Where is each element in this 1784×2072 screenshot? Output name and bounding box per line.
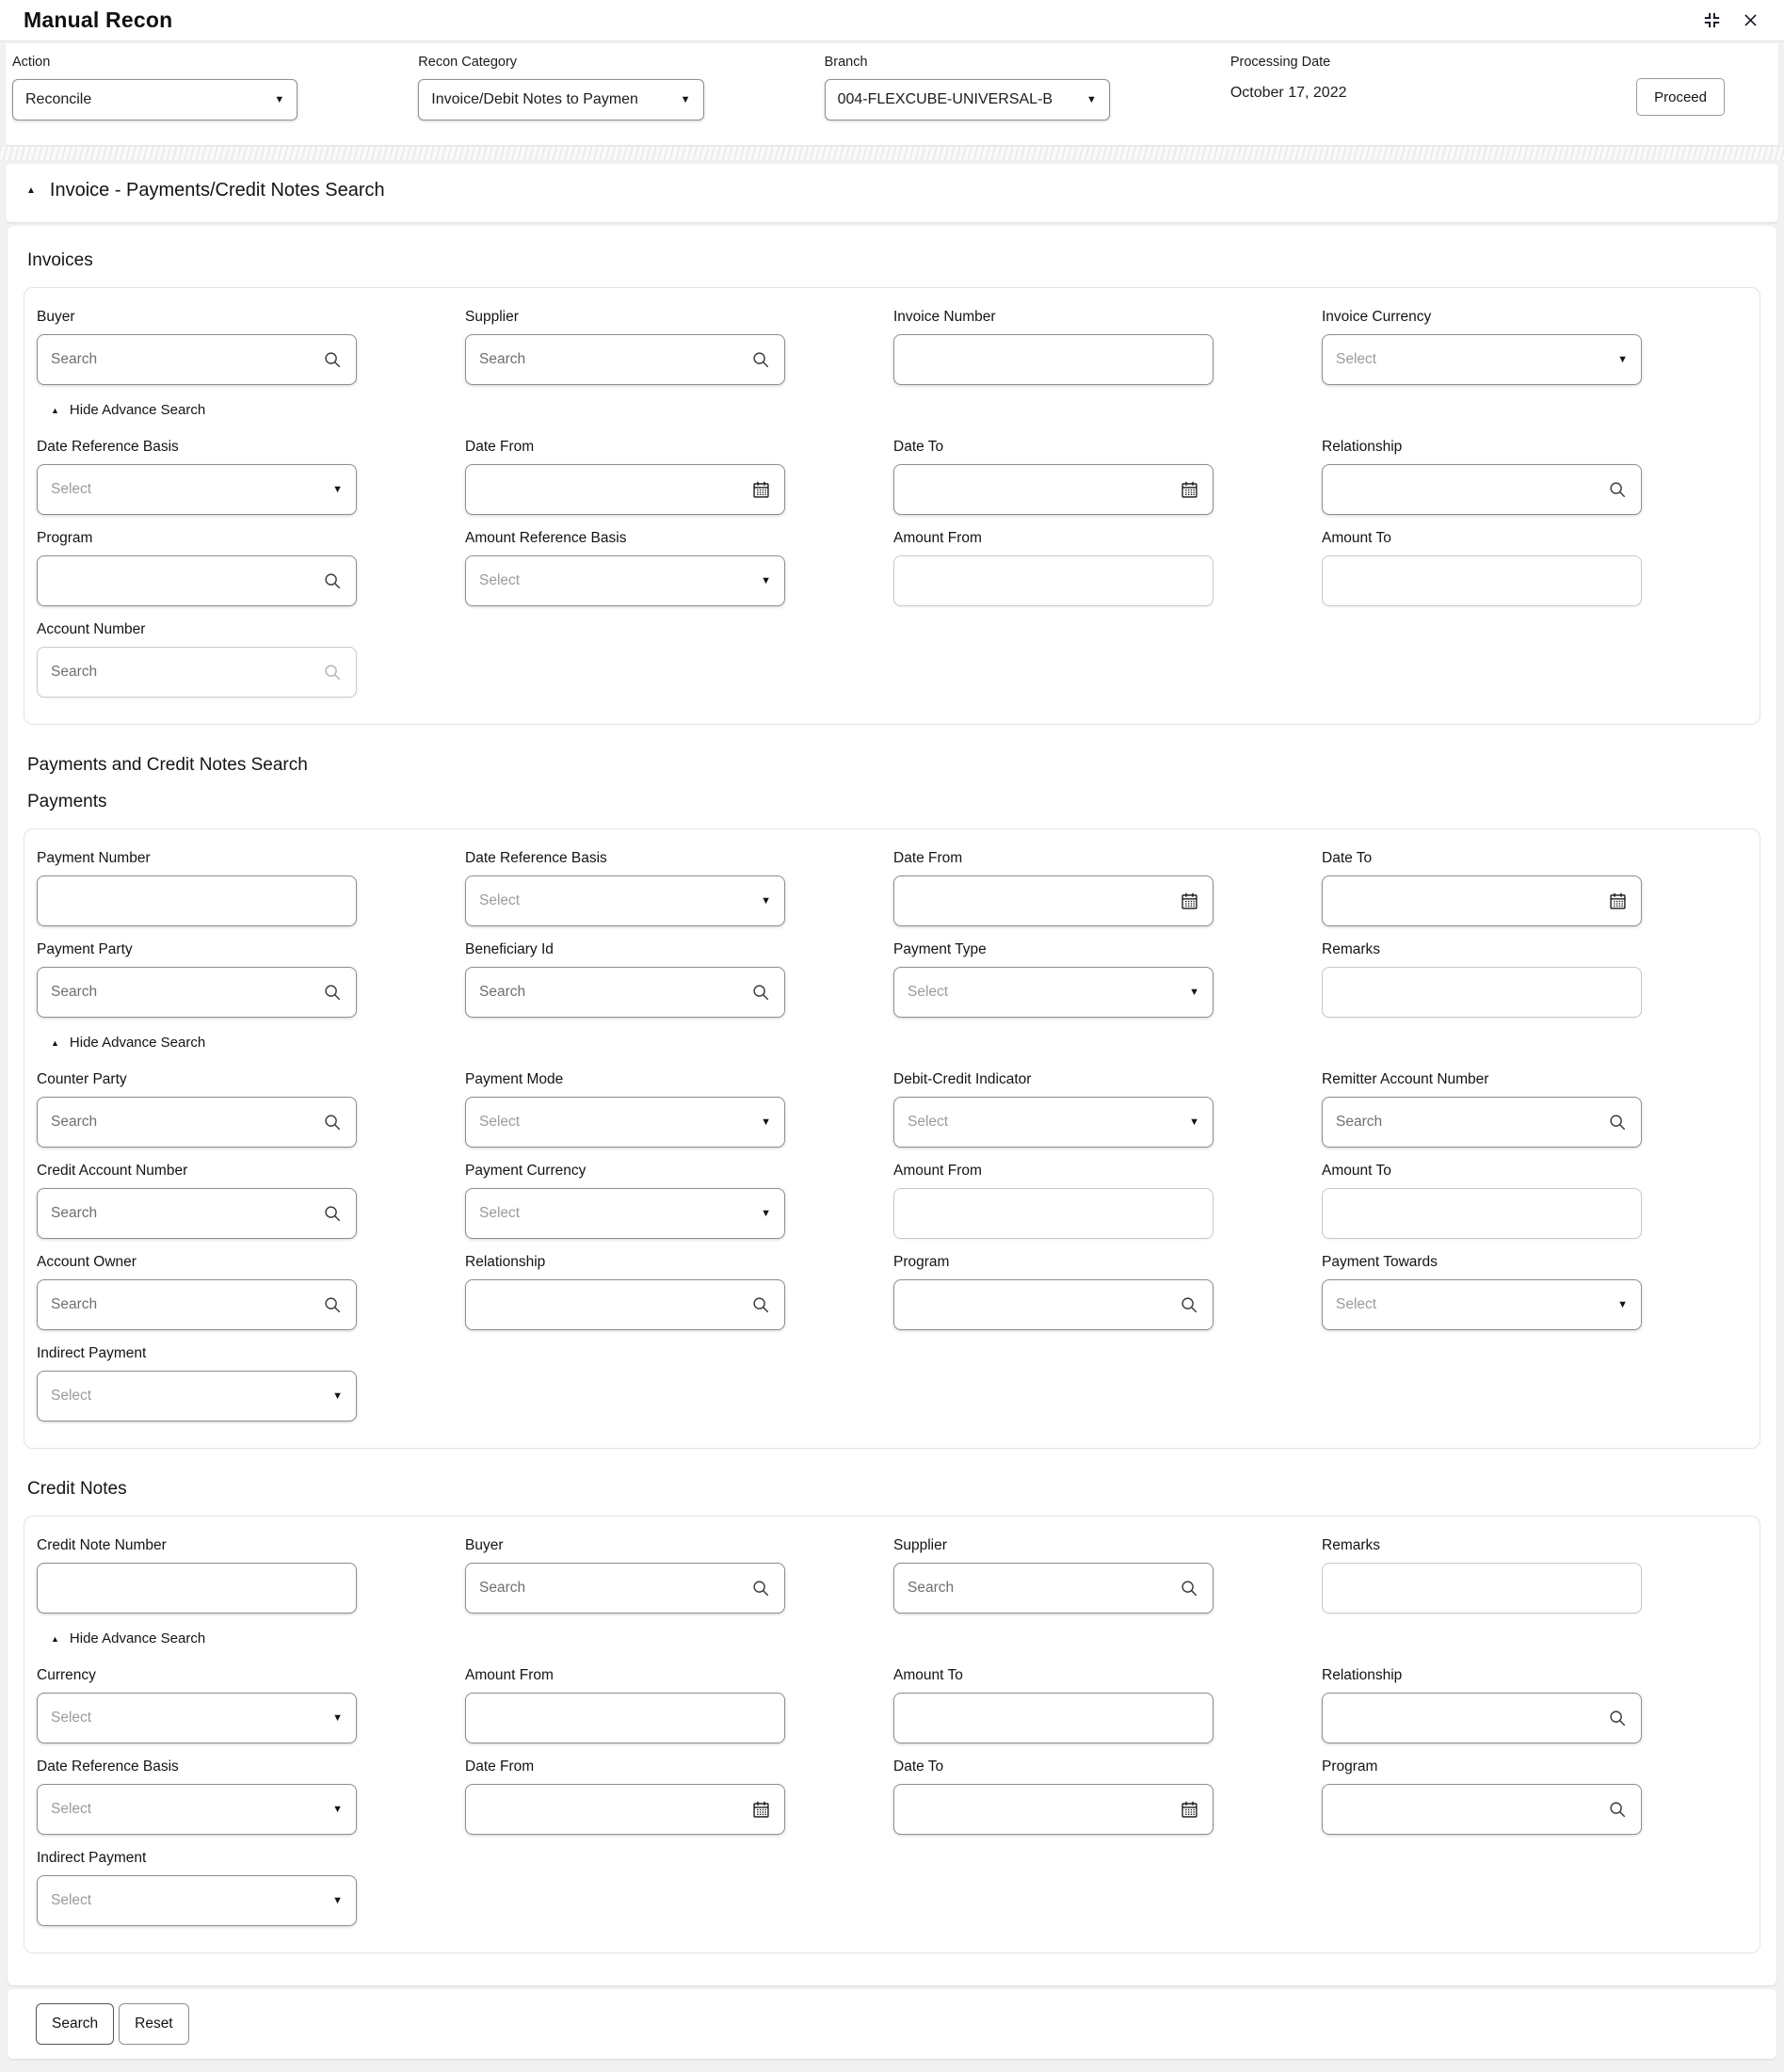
remarks-field[interactable] bbox=[1322, 1563, 1642, 1614]
search-icon[interactable] bbox=[1607, 1708, 1628, 1728]
date-reference-basis-value: Select bbox=[51, 1801, 92, 1817]
collapse-triangle-icon[interactable]: ▲ bbox=[26, 185, 36, 196]
chevron-down-icon: ▼ bbox=[1617, 1299, 1628, 1310]
field-label: Beneficiary Id bbox=[465, 941, 554, 957]
chevron-down-icon: ▼ bbox=[332, 1895, 343, 1906]
field-label: Relationship bbox=[465, 1254, 546, 1270]
chevron-down-icon: ▼ bbox=[761, 575, 771, 586]
proceed-button[interactable]: Proceed bbox=[1636, 78, 1725, 116]
field-row bbox=[37, 1254, 1760, 1330]
credit-account-number-field[interactable] bbox=[37, 1188, 357, 1239]
search-icon[interactable] bbox=[1179, 1294, 1199, 1315]
field-date-from bbox=[893, 850, 1213, 926]
field-account-owner bbox=[37, 1254, 357, 1330]
field-date-reference-basis bbox=[37, 439, 357, 515]
search-icon[interactable] bbox=[322, 1203, 343, 1224]
field-debit-credit-indicator bbox=[893, 1071, 1213, 1148]
amount-from-input[interactable] bbox=[908, 1205, 1199, 1222]
chevron-down-icon: ▼ bbox=[761, 895, 771, 907]
amount-from-field[interactable] bbox=[893, 1188, 1213, 1239]
program-input[interactable] bbox=[1336, 1801, 1607, 1818]
decorative-pattern-strip bbox=[0, 147, 1784, 160]
section-title: Invoice - Payments/Credit Notes Search bbox=[49, 180, 385, 201]
chevron-down-icon: ▼ bbox=[761, 1208, 771, 1219]
payment-towards-value: Select bbox=[1336, 1296, 1377, 1312]
advance-toggle-label: Hide Advance Search bbox=[69, 1035, 206, 1051]
relationship-field[interactable] bbox=[465, 1279, 785, 1330]
field-payment-number bbox=[37, 850, 357, 926]
invoice-currency-value: Select bbox=[1336, 351, 1377, 367]
supplier-input[interactable] bbox=[908, 1580, 1179, 1597]
field-label: Amount From bbox=[893, 530, 982, 546]
debit-credit-indicator-value: Select bbox=[908, 1114, 949, 1130]
indirect-payment-value: Select bbox=[51, 1892, 92, 1908]
field-program bbox=[893, 1254, 1213, 1330]
counter-party-field[interactable] bbox=[37, 1097, 357, 1148]
date-to-field[interactable] bbox=[893, 1784, 1213, 1835]
amount-reference-basis-value: Select bbox=[479, 572, 521, 588]
field-counter-party bbox=[37, 1071, 357, 1148]
field-payment-currency bbox=[465, 1163, 785, 1239]
field-relationship bbox=[1322, 1667, 1642, 1743]
field-label: Date Reference Basis bbox=[37, 439, 179, 455]
payment-type-value: Select bbox=[908, 984, 949, 1000]
field-label: Counter Party bbox=[37, 1071, 127, 1087]
remitter-account-number-input[interactable] bbox=[1336, 1114, 1607, 1131]
payments-group bbox=[24, 828, 1760, 1449]
program-input[interactable] bbox=[51, 572, 322, 589]
payments-heading: Payments bbox=[27, 792, 107, 811]
field-row bbox=[37, 1850, 1760, 1926]
payment-number-field[interactable] bbox=[37, 875, 357, 926]
field-payment-mode bbox=[465, 1071, 785, 1148]
credit-account-number-input[interactable] bbox=[51, 1205, 322, 1222]
payment-towards-select[interactable] bbox=[1322, 1279, 1642, 1330]
field-label: Indirect Payment bbox=[37, 1850, 147, 1866]
hide-advance-search-toggle[interactable] bbox=[51, 1035, 205, 1051]
hide-advance-search-toggle[interactable] bbox=[51, 1630, 205, 1646]
payment-party-field[interactable] bbox=[37, 967, 357, 1018]
field-label: Buyer bbox=[37, 309, 75, 325]
payment-currency-select[interactable] bbox=[465, 1188, 785, 1239]
date-reference-basis-select[interactable] bbox=[465, 875, 785, 926]
field-remarks bbox=[1322, 941, 1642, 1018]
field-remitter-account-number bbox=[1322, 1071, 1642, 1148]
search-section-header[interactable] bbox=[6, 164, 1778, 222]
account-owner-field[interactable] bbox=[37, 1279, 357, 1330]
date-from-input[interactable] bbox=[479, 481, 751, 498]
search-icon[interactable] bbox=[322, 982, 343, 1003]
field-label: Supplier bbox=[465, 309, 519, 325]
field-label: Amount To bbox=[1322, 1163, 1391, 1179]
field-label: Credit Account Number bbox=[37, 1163, 188, 1179]
field-label: Amount Reference Basis bbox=[465, 530, 627, 546]
field-indirect-payment bbox=[37, 1850, 357, 1926]
field-label: Buyer bbox=[465, 1537, 504, 1553]
field-date-to bbox=[893, 439, 1213, 515]
page-title: Manual Recon bbox=[24, 8, 173, 32]
field-amount-from bbox=[893, 1163, 1213, 1239]
field-label: Date To bbox=[893, 1759, 944, 1775]
field-amount-from bbox=[465, 1667, 785, 1743]
buyer-input[interactable] bbox=[479, 1580, 750, 1597]
payment-mode-select[interactable] bbox=[465, 1097, 785, 1148]
chevron-down-icon: ▼ bbox=[1617, 354, 1628, 365]
field-row bbox=[37, 309, 1760, 385]
hide-advance-search-toggle[interactable] bbox=[51, 402, 205, 418]
field-label: Program bbox=[1322, 1759, 1378, 1775]
field-row bbox=[37, 621, 1760, 698]
search-icon[interactable] bbox=[1607, 1112, 1628, 1132]
invoice-number-field[interactable] bbox=[893, 334, 1213, 385]
field-amount-to bbox=[1322, 1163, 1642, 1239]
advance-toggle-label: Hide Advance Search bbox=[69, 402, 206, 418]
field-relationship bbox=[1322, 439, 1642, 515]
search-icon[interactable] bbox=[322, 349, 343, 370]
amount-from-field[interactable] bbox=[465, 1693, 785, 1743]
supplier-field[interactable] bbox=[893, 1563, 1213, 1614]
field-payment-party bbox=[37, 941, 357, 1018]
field-payment-type bbox=[893, 941, 1213, 1018]
date-to-input[interactable] bbox=[908, 481, 1180, 498]
field-row bbox=[37, 941, 1760, 1018]
currency-value: Select bbox=[51, 1710, 92, 1726]
program-input[interactable] bbox=[908, 1296, 1179, 1313]
search-icon[interactable] bbox=[1607, 479, 1628, 500]
branch-select[interactable] bbox=[825, 79, 1110, 120]
field-date-to bbox=[893, 1759, 1213, 1835]
indirect-payment-select[interactable] bbox=[37, 1875, 357, 1926]
date-reference-basis-select[interactable] bbox=[37, 464, 357, 515]
field-remarks bbox=[1322, 1537, 1642, 1614]
amount-to-input[interactable] bbox=[908, 1710, 1199, 1727]
date-from-field[interactable] bbox=[465, 464, 785, 515]
field-label: Account Number bbox=[37, 621, 146, 637]
invoice-currency-select[interactable] bbox=[1322, 334, 1642, 385]
search-icon[interactable] bbox=[750, 982, 771, 1003]
calendar-icon[interactable] bbox=[1180, 480, 1199, 500]
chevron-down-icon: ▼ bbox=[1189, 1116, 1199, 1128]
field-label: Remarks bbox=[1322, 941, 1381, 957]
relationship-input[interactable] bbox=[1336, 481, 1607, 498]
field-beneficiary-id bbox=[465, 941, 785, 1018]
chevron-down-icon: ▼ bbox=[332, 1804, 343, 1815]
field-label: Date From bbox=[465, 1759, 535, 1775]
credit-notes-group bbox=[24, 1516, 1760, 1953]
calendar-icon[interactable] bbox=[1608, 891, 1628, 911]
remarks-input[interactable] bbox=[1336, 1580, 1628, 1597]
field-label: Date To bbox=[893, 439, 944, 455]
field-payment-towards bbox=[1322, 1254, 1642, 1330]
recon-category-field-group bbox=[418, 55, 703, 120]
date-from-input[interactable] bbox=[908, 892, 1180, 909]
triangle-up-icon: ▲ bbox=[51, 405, 59, 415]
field-amount-from bbox=[893, 530, 1213, 606]
field-label: Account Owner bbox=[37, 1254, 137, 1270]
field-label: Amount From bbox=[893, 1163, 982, 1179]
amount-reference-basis-select[interactable] bbox=[465, 555, 785, 606]
field-credit-note-number bbox=[37, 1537, 357, 1614]
field-indirect-payment bbox=[37, 1345, 357, 1421]
calendar-icon[interactable] bbox=[751, 1800, 771, 1820]
field-label: Program bbox=[37, 530, 93, 546]
amount-to-field[interactable] bbox=[1322, 555, 1642, 606]
supplier-field[interactable] bbox=[465, 334, 785, 385]
chevron-down-icon: ▼ bbox=[761, 1116, 771, 1128]
indirect-payment-value: Select bbox=[51, 1388, 92, 1404]
field-label: Date To bbox=[1322, 850, 1373, 866]
triangle-up-icon: ▲ bbox=[51, 1633, 59, 1644]
field-label: Remarks bbox=[1322, 1537, 1381, 1553]
field-label: Program bbox=[893, 1254, 950, 1270]
date-from-field[interactable] bbox=[465, 1784, 785, 1835]
processing-date-field-group bbox=[1230, 55, 1516, 120]
field-amount-to bbox=[893, 1667, 1213, 1743]
field-buyer bbox=[37, 309, 357, 385]
field-label: Amount From bbox=[465, 1667, 554, 1683]
field-supplier bbox=[893, 1537, 1213, 1614]
field-invoice-number bbox=[893, 309, 1213, 385]
triangle-up-icon: ▲ bbox=[51, 1037, 59, 1048]
field-label: Date From bbox=[893, 850, 963, 866]
amount-to-input[interactable] bbox=[1336, 1205, 1628, 1222]
field-row bbox=[37, 1071, 1760, 1148]
account-number-input[interactable] bbox=[51, 664, 322, 681]
program-field[interactable] bbox=[37, 555, 357, 606]
indirect-payment-select[interactable] bbox=[37, 1371, 357, 1421]
invoices-heading: Invoices bbox=[27, 250, 93, 270]
field-label: Supplier bbox=[893, 1537, 947, 1553]
credit-note-number-field[interactable] bbox=[37, 1563, 357, 1614]
relationship-input[interactable] bbox=[479, 1296, 750, 1313]
action-toolbar bbox=[6, 43, 1778, 145]
action-select[interactable] bbox=[12, 79, 297, 120]
field-label: Payment Type bbox=[893, 941, 987, 957]
search-form-card bbox=[8, 226, 1776, 1985]
form-footer bbox=[8, 1989, 1776, 2059]
date-from-field[interactable] bbox=[893, 875, 1213, 926]
amount-to-field[interactable] bbox=[1322, 1188, 1642, 1239]
relationship-field[interactable] bbox=[1322, 1693, 1642, 1743]
chevron-down-icon: ▼ bbox=[332, 1712, 343, 1724]
field-buyer bbox=[465, 1537, 785, 1614]
field-label: Credit Note Number bbox=[37, 1537, 167, 1553]
field-label: Indirect Payment bbox=[37, 1345, 147, 1361]
field-label: Payment Currency bbox=[465, 1163, 587, 1179]
field-label: Amount To bbox=[893, 1667, 963, 1683]
date-reference-basis-select[interactable] bbox=[37, 1784, 357, 1835]
field-label: Date Reference Basis bbox=[37, 1759, 179, 1775]
field-date-reference-basis bbox=[465, 850, 785, 926]
search-icon[interactable] bbox=[1179, 1578, 1199, 1598]
field-label: Relationship bbox=[1322, 439, 1403, 455]
search-icon[interactable] bbox=[750, 1294, 771, 1315]
date-to-input[interactable] bbox=[1336, 892, 1608, 909]
field-amount-to bbox=[1322, 530, 1642, 606]
counter-party-input[interactable] bbox=[51, 1114, 322, 1131]
amount-from-input[interactable] bbox=[908, 572, 1199, 589]
calendar-icon[interactable] bbox=[751, 480, 771, 500]
relationship-input[interactable] bbox=[1336, 1710, 1607, 1727]
beneficiary-id-field[interactable] bbox=[465, 967, 785, 1018]
advance-toggle-label: Hide Advance Search bbox=[69, 1630, 206, 1646]
action-field-group bbox=[12, 55, 297, 120]
window-controls bbox=[1701, 9, 1760, 31]
field-label: Currency bbox=[37, 1667, 96, 1683]
field-label: Amount To bbox=[1322, 530, 1391, 546]
chevron-down-icon: ▼ bbox=[274, 94, 285, 105]
field-relationship bbox=[465, 1254, 785, 1330]
buyer-field[interactable] bbox=[37, 334, 357, 385]
field-row bbox=[37, 1537, 1760, 1614]
invoices-group bbox=[24, 287, 1760, 725]
amount-to-field[interactable] bbox=[893, 1693, 1213, 1743]
field-date-reference-basis bbox=[37, 1759, 357, 1835]
date-to-input[interactable] bbox=[908, 1801, 1180, 1818]
field-row bbox=[37, 439, 1760, 515]
processing-date-value: October 17, 2022 bbox=[1230, 85, 1347, 101]
field-label: Branch bbox=[824, 55, 868, 70]
remitter-account-number-field[interactable] bbox=[1322, 1097, 1642, 1148]
field-credit-account-number bbox=[37, 1163, 357, 1239]
date-to-field[interactable] bbox=[893, 464, 1213, 515]
field-label: Recon Category bbox=[418, 55, 518, 70]
field-row bbox=[37, 1345, 1760, 1421]
search-icon[interactable] bbox=[750, 1578, 771, 1598]
field-date-from bbox=[465, 439, 785, 515]
program-field[interactable] bbox=[1322, 1784, 1642, 1835]
search-icon[interactable] bbox=[322, 570, 343, 591]
field-date-from bbox=[465, 1759, 785, 1835]
field-row bbox=[37, 530, 1760, 606]
amount-to-input[interactable] bbox=[1336, 572, 1628, 589]
remarks-input[interactable] bbox=[1336, 984, 1628, 1001]
field-label: Payment Number bbox=[37, 850, 151, 866]
field-row bbox=[37, 1759, 1760, 1835]
window-titlebar bbox=[0, 0, 1784, 41]
reset-button[interactable]: Reset bbox=[119, 2003, 189, 2045]
field-date-to bbox=[1322, 850, 1642, 926]
supplier-input[interactable] bbox=[479, 351, 750, 368]
credit-note-number-input[interactable] bbox=[51, 1580, 343, 1597]
field-invoice-currency bbox=[1322, 309, 1642, 385]
field-amount-reference-basis bbox=[465, 530, 785, 606]
field-label: Invoice Currency bbox=[1322, 309, 1432, 325]
branch-field-group bbox=[825, 55, 1110, 120]
field-account-number bbox=[37, 621, 357, 698]
field-program bbox=[37, 530, 357, 606]
date-reference-basis-value: Select bbox=[51, 481, 92, 497]
account-owner-input[interactable] bbox=[51, 1296, 322, 1313]
payment-number-input[interactable] bbox=[51, 892, 343, 909]
buyer-input[interactable] bbox=[51, 351, 322, 368]
relationship-field[interactable] bbox=[1322, 464, 1642, 515]
field-label: Action bbox=[12, 55, 51, 70]
field-label: Payment Party bbox=[37, 941, 133, 957]
field-label: Processing Date bbox=[1230, 55, 1331, 70]
date-from-input[interactable] bbox=[479, 1801, 751, 1818]
field-row bbox=[37, 850, 1760, 926]
field-supplier bbox=[465, 309, 785, 385]
collapse-window-icon[interactable] bbox=[1701, 9, 1723, 31]
date-reference-basis-value: Select bbox=[479, 892, 521, 908]
payments-credit-notes-search-heading: Payments and Credit Notes Search bbox=[27, 755, 308, 775]
search-icon[interactable] bbox=[1607, 1799, 1628, 1820]
field-label: Date Reference Basis bbox=[465, 850, 607, 866]
field-label: Relationship bbox=[1322, 1667, 1403, 1683]
chevron-down-icon: ▼ bbox=[1085, 94, 1097, 105]
payment-mode-value: Select bbox=[479, 1114, 521, 1130]
amount-from-input[interactable] bbox=[479, 1710, 771, 1727]
payment-party-input[interactable] bbox=[51, 984, 322, 1001]
chevron-down-icon: ▼ bbox=[332, 1390, 343, 1402]
field-program bbox=[1322, 1759, 1642, 1835]
remarks-field[interactable] bbox=[1322, 967, 1642, 1018]
payment-type-select[interactable] bbox=[893, 967, 1213, 1018]
field-row bbox=[37, 1163, 1760, 1239]
debit-credit-indicator-select[interactable] bbox=[893, 1097, 1213, 1148]
payment-currency-value: Select bbox=[479, 1205, 521, 1221]
recon-category-value: Invoice/Debit Notes to Paymen bbox=[431, 91, 638, 107]
action-value: Reconcile bbox=[25, 91, 92, 107]
date-to-field[interactable] bbox=[1322, 875, 1642, 926]
field-label: Date From bbox=[465, 439, 535, 455]
search-icon[interactable] bbox=[322, 662, 343, 683]
chevron-down-icon: ▼ bbox=[680, 94, 691, 105]
field-label: Payment Towards bbox=[1322, 1254, 1438, 1270]
chevron-down-icon: ▼ bbox=[1189, 987, 1199, 998]
beneficiary-id-input[interactable] bbox=[479, 984, 750, 1001]
amount-from-field[interactable] bbox=[893, 555, 1213, 606]
buyer-field[interactable] bbox=[465, 1563, 785, 1614]
search-icon[interactable] bbox=[322, 1112, 343, 1132]
invoice-number-input[interactable] bbox=[908, 351, 1199, 368]
currency-select[interactable] bbox=[37, 1693, 357, 1743]
account-number-field[interactable] bbox=[37, 647, 357, 698]
close-icon[interactable] bbox=[1742, 11, 1760, 29]
search-button[interactable]: Search bbox=[36, 2003, 114, 2045]
field-label: Debit-Credit Indicator bbox=[893, 1071, 1032, 1087]
branch-value: 004-FLEXCUBE-UNIVERSAL-B bbox=[837, 91, 1053, 107]
field-row bbox=[37, 1667, 1760, 1743]
program-field[interactable] bbox=[893, 1279, 1213, 1330]
calendar-icon[interactable] bbox=[1180, 891, 1199, 911]
search-icon[interactable] bbox=[750, 349, 771, 370]
credit-notes-heading: Credit Notes bbox=[27, 1479, 127, 1499]
field-label: Remitter Account Number bbox=[1322, 1071, 1489, 1087]
search-icon[interactable] bbox=[322, 1294, 343, 1315]
field-label: Payment Mode bbox=[465, 1071, 564, 1087]
chevron-down-icon: ▼ bbox=[332, 484, 343, 495]
field-currency bbox=[37, 1667, 357, 1743]
calendar-icon[interactable] bbox=[1180, 1800, 1199, 1820]
field-label: Invoice Number bbox=[893, 309, 996, 325]
recon-category-select[interactable] bbox=[418, 79, 703, 120]
